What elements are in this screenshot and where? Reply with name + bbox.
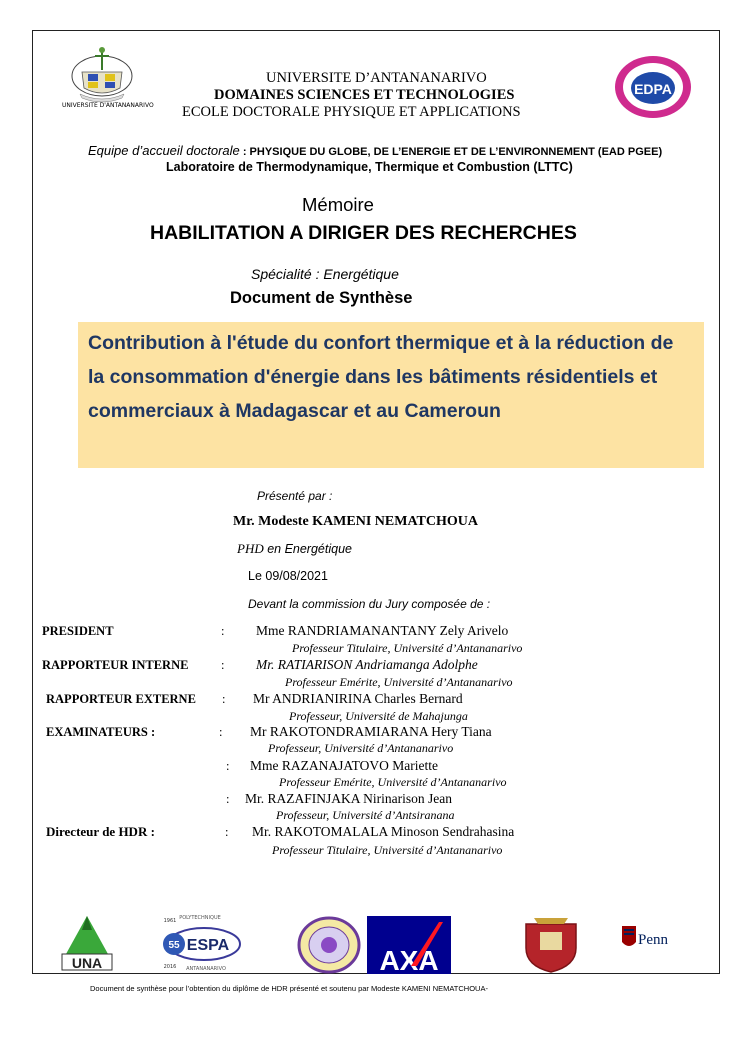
jury-colon: : [225, 825, 229, 839]
degree [237, 541, 352, 557]
sciences-club-logo [296, 916, 362, 974]
espa-logo [156, 910, 244, 976]
degree-abbr: PHD [237, 541, 264, 556]
defense-date: Le 09/08/2021 [248, 569, 328, 583]
jury-intro: Devant la commission du Jury composée de : [248, 597, 491, 611]
jury-title: Professeur Emérite, Université d’Antananarivo [279, 775, 507, 789]
espa-top-text: POLYTECHNIQUE [179, 915, 221, 921]
jury-name: Mr RAKOTONDRAMIARANA Hery Tiana [250, 724, 492, 739]
espa-year-b: 2016 [163, 964, 177, 970]
una-logo [58, 914, 116, 972]
jury-name: Mr. RAKOTOMALALA Minoson Sendrahasina [252, 824, 515, 839]
jury-role-external: RAPPORTEUR EXTERNE [46, 692, 196, 706]
penn-logo-text: Penn [638, 932, 668, 948]
una-logo-text: UNA [71, 955, 103, 971]
jury-role-president: PRESIDENT [42, 624, 114, 638]
jury-title: Professeur Titulaire, Université d’Antananarivo [292, 641, 523, 655]
jury-name: Mr ANDRIANIRINA Charles Bernard [253, 691, 463, 706]
espa-num: 55 [168, 940, 180, 951]
jury-name: Mr. RATIARISON Andriamanga Adolphe [256, 657, 478, 672]
document-kind: Mémoire [302, 194, 374, 215]
jury-colon: : [221, 658, 225, 672]
team-value: : PHYSIQUE DU GLOBE, DE L’ENERGIE ET DE L’ENVIRONNEMENT (EAD PGEE) [239, 146, 663, 158]
jury-role-examiners: EXAMINATEURS : [46, 725, 156, 739]
jury-name: Mme RANDRIAMANANTANY Zely Arivelo [256, 623, 509, 638]
jury-colon: : [226, 792, 230, 806]
jury-colon: : [219, 725, 223, 739]
espa-text: ESPA [186, 937, 230, 954]
edpa-logo-ring-text [616, 122, 617, 123]
jury-title: Professeur Titulaire, Université d’Antananarivo [272, 843, 503, 857]
university-name: UNIVERSITE D’ANTANANARIVO [266, 70, 487, 86]
domain-name: DOMAINES SCIENCES ET TECHNOLOGIES [214, 87, 515, 103]
jury-title: Professeur Emérite, Université d’Antananarivo [285, 675, 513, 689]
team-label: Equipe d’accueil doctorale [88, 143, 240, 158]
penn-logo [620, 922, 670, 962]
presented-by: Présenté par : [257, 489, 333, 503]
school-name: ECOLE DOCTORALE PHYSIQUE ET APPLICATIONS [182, 104, 521, 120]
jury-colon: : [222, 692, 226, 706]
jury-name: Mme RAZANAJATOVO Mariette [250, 758, 438, 773]
degree-field: en Energétique [263, 542, 352, 556]
axa-logo-text: AXA [379, 945, 439, 974]
footer-note: Document de synthèse pour l’obtention du diplôme de HDR présenté et soutenu par Modeste KAMENI NEMATCHOUA- [90, 984, 488, 993]
university-crest-logo [520, 914, 582, 974]
speciality: Spécialité : Energétique [251, 266, 399, 282]
jury-name: Mr. RAZAFINJAKA Nirinarison Jean [245, 791, 452, 806]
document-subtitle: Document de Synthèse [230, 289, 413, 307]
university-logo-caption: UNIVERSITE D'ANTANANARIVO [62, 102, 154, 109]
jury-title: Professeur, Université de Mahajunga [289, 709, 468, 723]
jury-title: Professeur, Université d’Antsiranana [276, 808, 455, 822]
axa-logo [367, 916, 451, 974]
jury-colon: : [226, 759, 230, 773]
espa-bottom-text: ANTANANARIVO [186, 966, 226, 972]
page-title: HABILITATION A DIRIGER DES RECHERCHES [150, 222, 577, 244]
jury-role-director: Directeur de HDR : [46, 824, 155, 839]
author-name: Mr. Modeste KAMENI NEMATCHOUA [233, 514, 478, 529]
team-line [88, 142, 662, 160]
edpa-logo-text: EDPA [634, 81, 672, 97]
jury-title: Professeur, Université d’Antananarivo [268, 741, 454, 755]
jury-colon: : [221, 624, 225, 638]
espa-year-a: 1961 [163, 918, 177, 924]
thesis-title: Contribution à l'étude du confort thermique et à la réduction de la consommation d'énergie dans les bâtiments résidentiels et commerciaux à Madagascar et au Cameroun [88, 332, 674, 422]
lab-name: Laboratoire de Thermodynamique, Thermique et Combustion (LTTC) [166, 160, 573, 174]
edpa-logo [608, 52, 698, 122]
jury-role-internal: RAPPORTEUR INTERNE [42, 658, 189, 672]
